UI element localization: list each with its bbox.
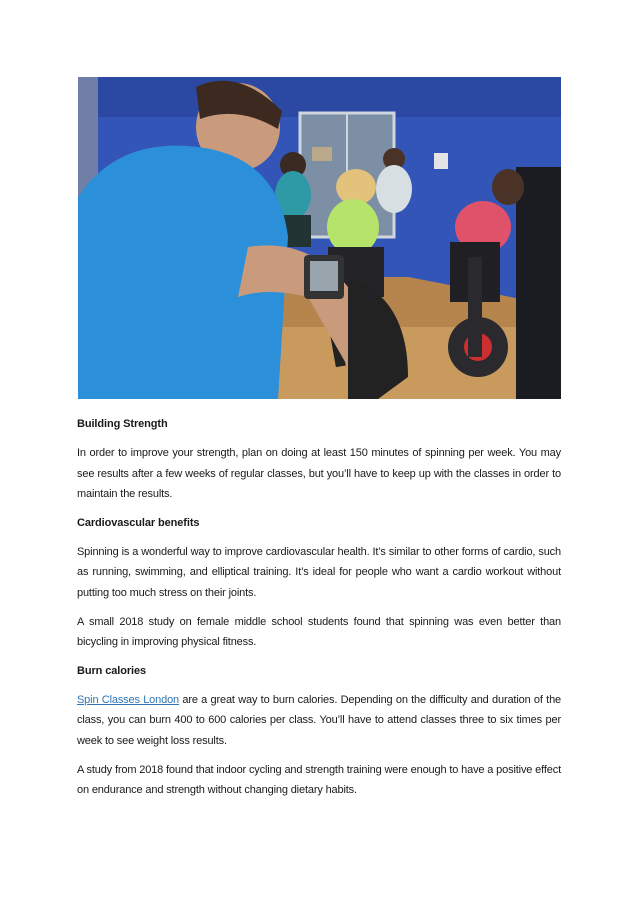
section-building-strength (77, 414, 561, 505)
paragraph-cardio-1: Spinning is a wonderful way to improve cardiovascular health. It’s similar to other forms of cardio, such as running, swimming, and elliptical training. It’s ideal for people who want a cardio workout without putting too much stress on their joints. (77, 545, 561, 599)
section-cardiovascular (77, 513, 561, 653)
article-body (77, 414, 561, 809)
heading-building-strength: Building Strength (77, 418, 168, 430)
paragraph-calories-2: A study from 2018 found that indoor cycling and strength training were enough to have a positive effect on endurance and strength without changing dietary habits. (77, 763, 561, 797)
section-burn-calories (77, 661, 561, 801)
heading-burn-calories: Burn calories (77, 664, 147, 677)
spin-classes-london-link[interactable]: Spin Classes London (77, 693, 180, 706)
paragraph-strength: In order to improve your strength, plan on doing at least 150 minutes of spinning per week. You may see results after a few weeks of regular classes, but you’ll have to keep up with the classes in order to maintain the results. (77, 447, 561, 501)
paragraph-calories-1 (77, 690, 561, 752)
paragraph-cardio-2: A small 2018 study on female middle school students found that spinning was even better than bicycling in improving physical fitness. (77, 615, 561, 649)
photo-illustration (78, 77, 561, 399)
paragraph-calories-1-text: are a great way to burn calories. Depending on the difficulty and duration of the class, you can burn 400 to 600 calories per class. You’ll have to attend classes three to six times per week to see weight loss results. (77, 693, 561, 747)
heading-cardiovascular: Cardiovascular benefits (77, 516, 200, 529)
spin-class-photo (78, 77, 561, 399)
